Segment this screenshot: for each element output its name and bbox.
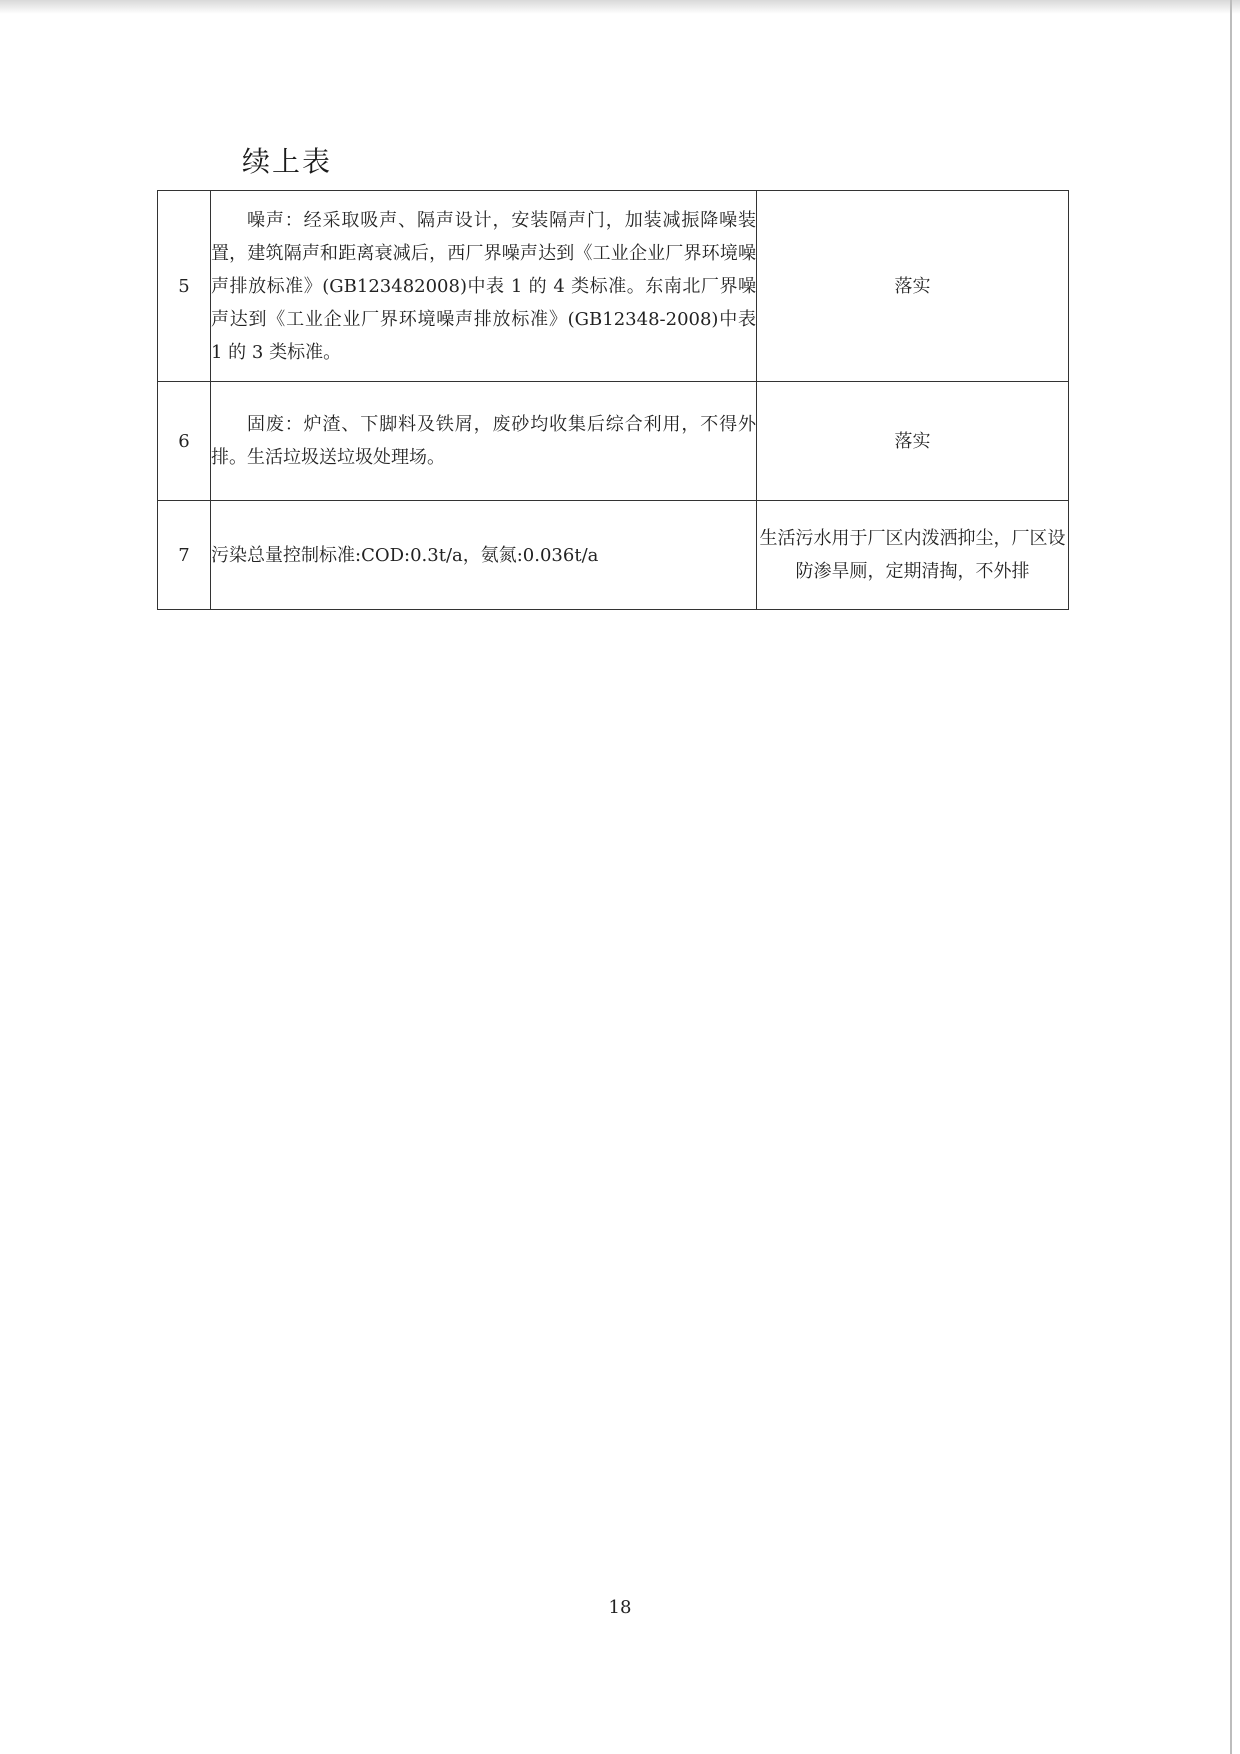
table-continuation-heading: 续上表 <box>242 145 333 178</box>
scan-edge-top <box>0 0 1240 14</box>
row-status: 生活污水用于厂区内泼洒抑尘，厂区设防渗旱厕，定期清掏，不外排 <box>757 501 1069 610</box>
row-number: 5 <box>158 191 211 382</box>
scan-edge-right <box>1230 0 1232 1754</box>
row-description: 固废：炉渣、下脚料及铁屑，废砂均收集后综合利用，不得外排。生活垃圾送垃圾处理场。 <box>211 382 757 501</box>
row-description: 噪声：经采取吸声、隔声设计，安装隔声门，加装减振降噪装置，建筑隔声和距离衰减后，西厂界噪声达到《工业企业厂界环境噪声排放标准》(GB123482008)中表 1 的 4 类标准。东南北厂界噪声达到《工业企业厂界环境噪声排放标准》(GB12348-2008)中表 1 的 3 类标准。 <box>211 191 757 382</box>
row-status: 落实 <box>757 191 1069 382</box>
row-number: 7 <box>158 501 211 610</box>
row-status: 落实 <box>757 382 1069 501</box>
table-row-6 <box>158 382 1069 501</box>
page-number: 18 <box>608 1597 632 1618</box>
row-description: 污染总量控制标准:COD:0.3t/a，氨氮:0.036t/a <box>211 501 757 610</box>
table-row-5 <box>158 191 1069 382</box>
row-number: 6 <box>158 382 211 501</box>
table-row-7 <box>158 501 1069 610</box>
measures-table <box>157 190 1069 610</box>
